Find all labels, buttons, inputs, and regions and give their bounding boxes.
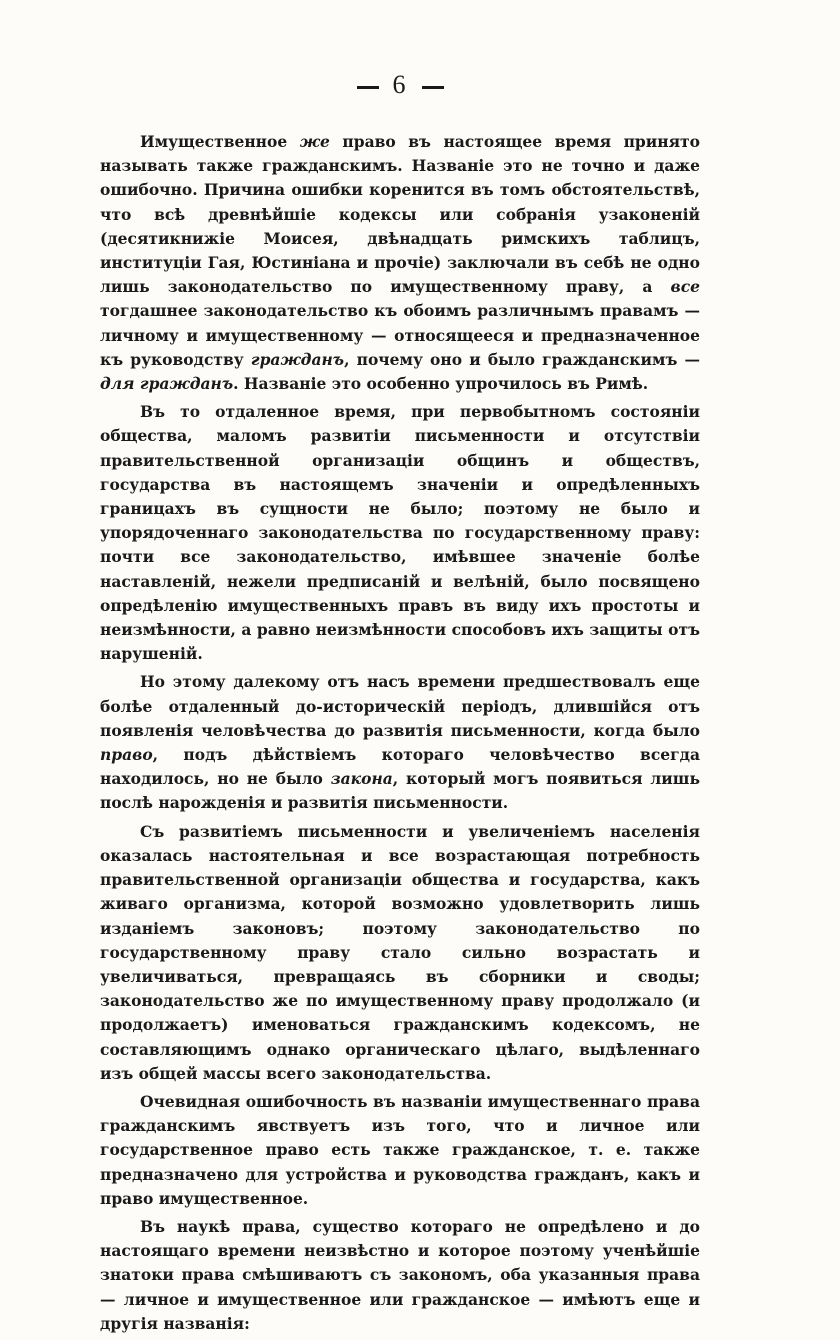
page-header — [100, 70, 700, 100]
text-run: Имущественное — [140, 132, 300, 151]
book-page — [100, 70, 700, 1340]
paragraph — [100, 820, 700, 1086]
text-run: Въ то отдаленное время, при первобытномъ состояніи общества, маломъ развитіи письменности и отсутствіи правительственной организаціи общинъ и обществъ, государства въ настоящемъ значеніи и опредѣленныхъ границахъ въ сущности не было; поэтому не было и упорядоченнаго законодательства по государственному праву: почти все законодательство, имѣвшее значеніе болѣе наставленій, нежели предписаній и велѣній, было посвящено опредѣленію имущественныхъ правъ въ виду ихъ простоты и неизмѣнности, а равно неизмѣнности способовъ ихъ защиты отъ нарушеній. — [100, 402, 700, 664]
paragraph — [100, 670, 700, 815]
body-text — [100, 130, 700, 1336]
text-run: , который могъ появиться лишь послѣ нарожденія и развитія письменности. — [100, 769, 700, 813]
text-run: , подъ дѣйствіемъ котораго человѣчество всегда находилось, но не было — [100, 745, 700, 789]
italic-text: право — [100, 745, 153, 765]
italic-text: закона — [330, 769, 393, 789]
paragraph — [100, 1090, 700, 1211]
italic-text: же — [299, 132, 330, 151]
text-run: Очевидная ошибочность въ названіи имущественнаго права гражданскимъ явствуетъ изъ того, что и личное или государственное право есть также гражданское, т. е. также предназначено для устройства и руководства гражданъ, какъ и право имущественное. — [100, 1091, 700, 1208]
text-run: право въ настоящее время принято называть также гражданскимъ. Названіе это не точно и даже ошибочно. Причина ошибки коренится въ томъ обстоятельствѣ, что всѣ древнѣйшіе кодексы или собранія узаконеній (десятикнижіе Моисея, двѣнадцать римскихъ таблицъ, институціи Гая, Юстиніана и прочіе) заключали въ себѣ не одно лишь законодательство по имущественному праву, а — [100, 132, 701, 297]
text-run: Но этому далекому отъ насъ времени предшествовалъ еще болѣе отдаленный до-историческій періодъ, длившійся отъ появленія человѣчества до развитія письменности, когда было — [100, 672, 700, 740]
italic-text: для гражданъ — [100, 374, 234, 394]
paragraph — [100, 130, 700, 396]
paragraph — [100, 400, 700, 666]
page-number: 6 — [392, 70, 408, 99]
text-run: Съ развитіемъ письменности и увеличеніемъ населенія оказалась настоятельная и все возрастающая потребность правительственной организаціи общества и государства, какъ живаго организма, которой возможно удовлетворить лишь изданіемъ законовъ; поэтому законодательство по государственному праву стало сильно возрастать и увеличиваться, превращаясь въ сборники и своды; законодательство же по имущественному праву продолжало (и продолжаетъ) именоваться гражданскимъ кодексомъ, не составляющимъ однако органическаго цѣлаго, выдѣленнаго изъ общей массы всего законодательства. — [100, 821, 700, 1083]
italic-text: все — [670, 277, 700, 297]
text-run: , почему оно и было гражданскимъ — — [344, 349, 700, 369]
header-dash-right — [422, 86, 444, 89]
text-run: Въ наукѣ права, существо котораго не опредѣлено и до настоящаго времени неизвѣстно и которое поэтому ученѣйшіе знатоки права смѣшиваютъ съ закономъ, оба указанныя права — личное и имущественное или гражданское — имѣютъ еще и другія названія: — [100, 1216, 700, 1333]
text-run: . Названіе это особенно упрочилось въ Римѣ. — [233, 374, 649, 394]
italic-text: гражданъ — [250, 349, 345, 369]
paragraph — [100, 1215, 700, 1336]
text-run: тогдашнее законодательство къ обоимъ различнымъ правамъ — личному и имущественному — относящееся и предназначенное къ руководству — [100, 301, 700, 369]
header-dash-left — [357, 86, 379, 89]
